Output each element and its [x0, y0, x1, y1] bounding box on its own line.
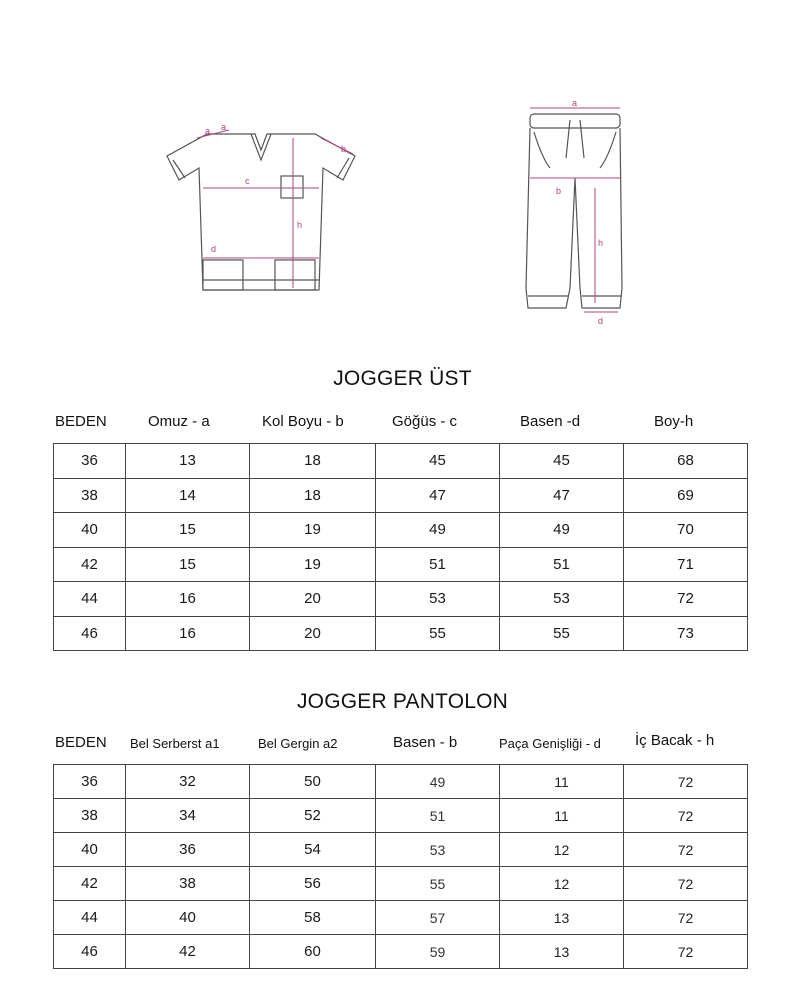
top-table-cell: 51 — [376, 547, 500, 582]
pants-table-cell: 50 — [250, 765, 376, 799]
top-table-cell: 40 — [54, 513, 126, 548]
pants-table-cell: 13 — [500, 935, 624, 969]
top-header-omuz: Omuz - a — [148, 413, 210, 430]
pants-table-cell: 38 — [54, 799, 126, 833]
pants-table-cell: 58 — [250, 901, 376, 935]
pants-table-cell: 60 — [250, 935, 376, 969]
pants-table-cell: 40 — [126, 901, 250, 935]
top-table-row — [54, 444, 748, 479]
top-table-cell: 47 — [376, 478, 500, 513]
pants-table-cell: 72 — [624, 867, 748, 901]
pants-table-cell: 13 — [500, 901, 624, 935]
top-table-row — [54, 513, 748, 548]
pants-size-table — [53, 764, 748, 969]
top-label-h: h — [297, 220, 303, 230]
pants-table-row — [54, 765, 748, 799]
top-table-cell: 19 — [250, 547, 376, 582]
top-header-basen: Basen -d — [520, 413, 581, 430]
top-table-cell: 16 — [126, 582, 250, 617]
top-table-cell: 71 — [624, 547, 748, 582]
pants-table-cell: 53 — [376, 833, 500, 867]
pants-table-cell: 56 — [250, 867, 376, 901]
top-table-cell: 19 — [250, 513, 376, 548]
pants-table-cell: 40 — [54, 833, 126, 867]
top-table-row — [54, 582, 748, 617]
pants-table-cell: 11 — [500, 765, 624, 799]
top-table-row — [54, 547, 748, 582]
top-table-cell: 44 — [54, 582, 126, 617]
top-table-cell: 15 — [126, 513, 250, 548]
top-table-cell: 45 — [376, 444, 500, 479]
top-table-cell: 20 — [250, 616, 376, 651]
pants-table-cell: 51 — [376, 799, 500, 833]
top-table-cell: 46 — [54, 616, 126, 651]
top-sketch — [155, 120, 370, 300]
pants-sketch — [520, 98, 630, 338]
top-label-b: b — [341, 144, 347, 154]
pants-measurement-diagram — [520, 98, 630, 338]
top-table-cell: 51 — [500, 547, 624, 582]
pants-table-cell: 57 — [376, 901, 500, 935]
pants-table-cell: 49 — [376, 765, 500, 799]
top-table-cell: 73 — [624, 616, 748, 651]
top-table-cell: 20 — [250, 582, 376, 617]
pants-header-paca: Paça Genişliği - d — [499, 736, 601, 751]
top-header-beden: BEDEN — [55, 413, 107, 430]
top-table-cell: 38 — [54, 478, 126, 513]
pants-table-cell: 12 — [500, 867, 624, 901]
top-label-d: d — [211, 244, 217, 254]
top-table-cell: 47 — [500, 478, 624, 513]
top-table-cell: 70 — [624, 513, 748, 548]
pants-label-h: h — [598, 238, 604, 248]
pants-table-cell: 72 — [624, 833, 748, 867]
top-measurement-diagram — [155, 120, 370, 300]
top-table-cell: 36 — [54, 444, 126, 479]
pants-table-cell: 32 — [126, 765, 250, 799]
pants-table-cell: 72 — [624, 799, 748, 833]
pants-table-cell: 36 — [126, 833, 250, 867]
pants-header-bel-gergin: Bel Gergin a2 — [258, 736, 338, 751]
top-table-cell: 55 — [376, 616, 500, 651]
pants-table-row — [54, 935, 748, 969]
top-table-cell: 55 — [500, 616, 624, 651]
top-table-title: JOGGER ÜST — [333, 367, 472, 390]
top-table-cell: 53 — [500, 582, 624, 617]
pants-table-cell: 11 — [500, 799, 624, 833]
pants-table-cell: 36 — [54, 765, 126, 799]
pants-header-beden: BEDEN — [55, 734, 107, 751]
top-label-c: c — [245, 176, 250, 186]
top-table-cell: 18 — [250, 444, 376, 479]
top-table-cell: 14 — [126, 478, 250, 513]
top-table-cell: 69 — [624, 478, 748, 513]
pants-table-cell: 54 — [250, 833, 376, 867]
pants-header-ic-bacak: İç Bacak - h — [635, 732, 715, 749]
top-table-cell: 16 — [126, 616, 250, 651]
top-table-cell: 45 — [500, 444, 624, 479]
pants-table-cell: 42 — [54, 867, 126, 901]
top-table-cell: 13 — [126, 444, 250, 479]
top-label-a2: a — [221, 122, 227, 132]
top-header-kol-boyu: Kol Boyu - b — [262, 413, 344, 430]
top-label-a1: a — [205, 126, 211, 136]
top-table-cell: 18 — [250, 478, 376, 513]
pants-table-cell: 44 — [54, 901, 126, 935]
pants-header-basen: Basen - b — [393, 734, 458, 751]
pants-table-cell: 38 — [126, 867, 250, 901]
top-table-cell: 53 — [376, 582, 500, 617]
pants-table-cell: 55 — [376, 867, 500, 901]
top-table-cell: 68 — [624, 444, 748, 479]
pants-table-row — [54, 901, 748, 935]
pants-label-a: a — [572, 98, 578, 108]
top-table-cell: 42 — [54, 547, 126, 582]
top-table-row — [54, 616, 748, 651]
pants-table-title: JOGGER PANTOLON — [296, 690, 509, 713]
top-header-boy: Boy-h — [654, 413, 694, 430]
pants-header-bel-serberst: Bel Serberst a1 — [130, 736, 220, 751]
pants-table-cell: 12 — [500, 833, 624, 867]
top-size-table — [53, 443, 748, 651]
pants-table-cell: 34 — [126, 799, 250, 833]
pants-table-cell: 59 — [376, 935, 500, 969]
top-table-cell: 72 — [624, 582, 748, 617]
top-table-cell: 15 — [126, 547, 250, 582]
pants-table-row — [54, 833, 748, 867]
pants-table-cell: 42 — [126, 935, 250, 969]
pants-table-cell: 72 — [624, 765, 748, 799]
top-header-gogus: Göğüs - c — [392, 413, 458, 430]
pants-table-cell: 72 — [624, 901, 748, 935]
pants-label-d: d — [598, 316, 604, 326]
pants-table-row — [54, 867, 748, 901]
pants-table-cell: 52 — [250, 799, 376, 833]
top-table-row — [54, 478, 748, 513]
top-table-cell: 49 — [376, 513, 500, 548]
top-table-cell: 49 — [500, 513, 624, 548]
pants-table-cell: 46 — [54, 935, 126, 969]
pants-label-b: b — [556, 186, 562, 196]
pants-table-row — [54, 799, 748, 833]
pants-table-cell: 72 — [624, 935, 748, 969]
